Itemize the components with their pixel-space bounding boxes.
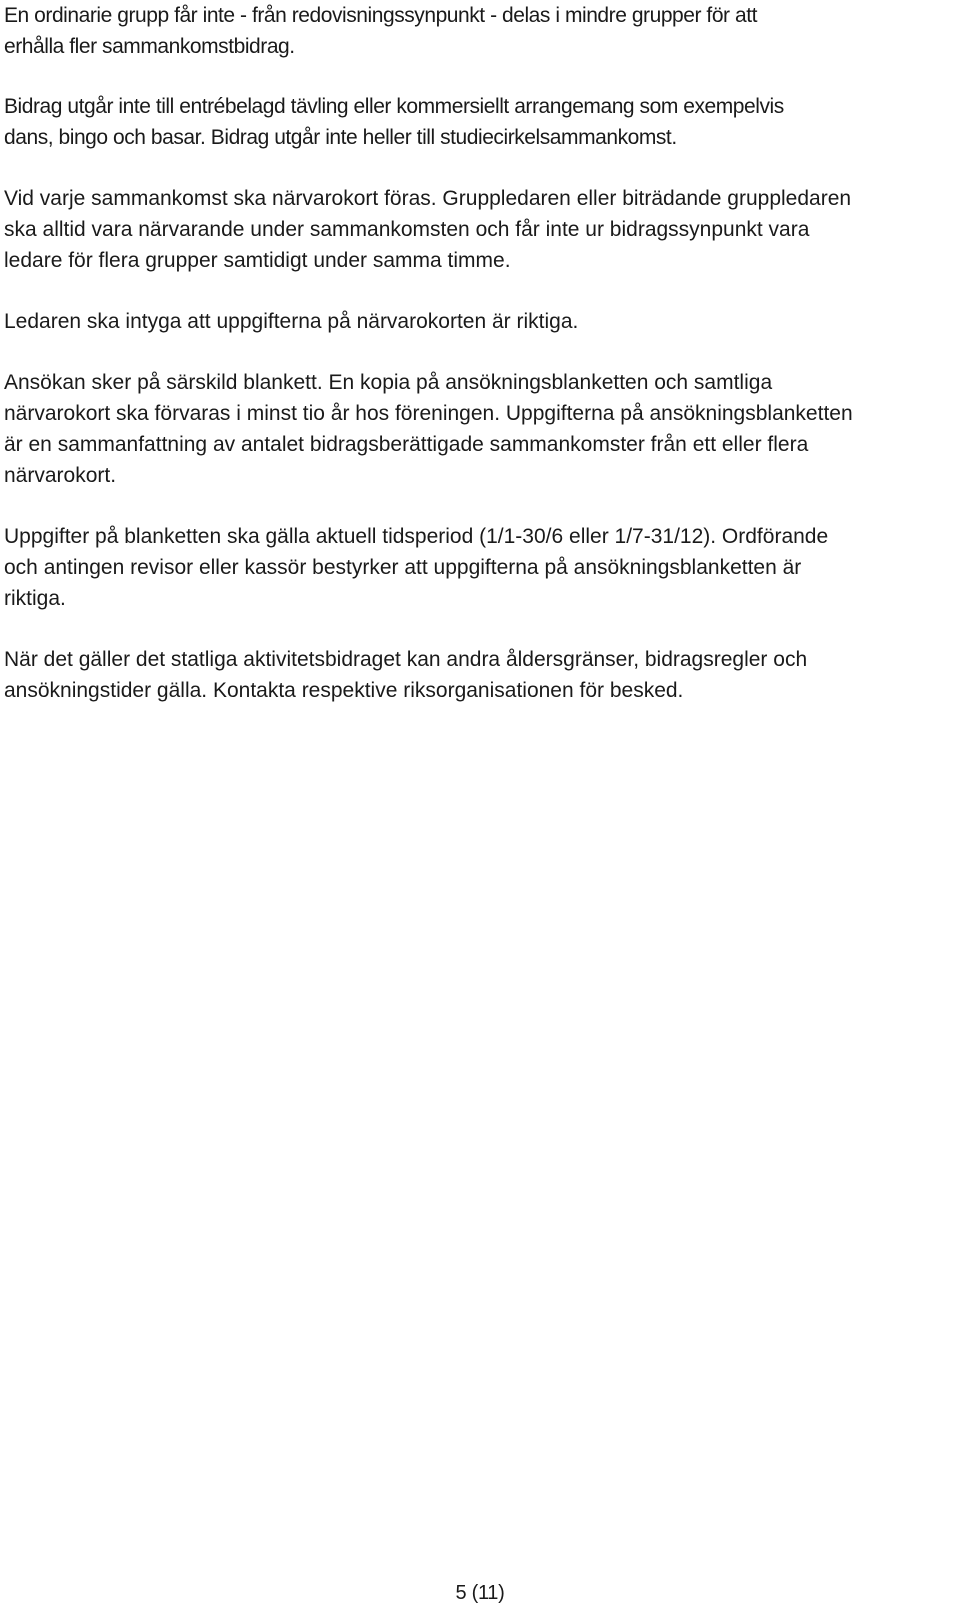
paragraph-line: närvarokort ska förvaras i minst tio år hos föreningen. Uppgifterna på ansökningsblanketten (4, 402, 853, 425)
paragraph-line: En ordinarie grupp får inte - från redovisningssynpunkt - delas i mindre grupper för att (4, 4, 757, 27)
paragraph-spacer (4, 153, 944, 183)
paragraph-spacer (4, 62, 944, 91)
paragraph-line: ska alltid vara närvarande under sammankomsten och får inte ur bidragssynpunkt vara (4, 218, 810, 241)
paragraph-line: Ledaren ska intyga att uppgifterna på närvarokorten är riktiga. (4, 310, 579, 333)
paragraph-line: är en sammanfattning av antalet bidragsberättigade sammankomster från ett eller flera (4, 433, 809, 456)
document-body (4, 0, 944, 706)
paragraph-line: närvarokort. (4, 464, 117, 487)
paragraph-spacer (4, 276, 944, 306)
paragraph-excluded-events (4, 91, 944, 153)
paragraph-time-period (4, 521, 944, 614)
paragraph-attendance-card (4, 183, 944, 276)
paragraph-line: Vid varje sammankomst ska närvarokort föras. Gruppledaren eller biträdande gruppledaren (4, 187, 852, 210)
paragraph-line: riktiga. (4, 587, 66, 610)
paragraph-state-grant (4, 644, 944, 706)
paragraph-line: erhålla fler sammankomstbidrag. (4, 35, 295, 58)
paragraph-line: När det gäller det statliga aktivitetsbidraget kan andra åldersgränser, bidragsregler och (4, 648, 808, 671)
paragraph-line: och antingen revisor eller kassör bestyrker att uppgifterna på ansökningsblanketten är (4, 556, 802, 579)
paragraph-line: Bidrag utgår inte till entrébelagd tävling eller kommersiellt arrangemang som exempelvis (4, 95, 784, 118)
paragraph-spacer (4, 491, 944, 521)
paragraph-line: Uppgifter på blanketten ska gälla aktuell tidsperiod (1/1-30/6 eller 1/7-31/12). Ordförande (4, 525, 829, 548)
paragraph-line: dans, bingo och basar. Bidrag utgår inte heller till studiecirkelsammankomst. (4, 126, 677, 149)
paragraph-line: ledare för flera grupper samtidigt under samma timme. (4, 249, 511, 272)
paragraph-application-form (4, 367, 944, 491)
paragraph-leader-certify (4, 306, 944, 337)
paragraph-spacer (4, 337, 944, 367)
paragraph-line: Ansökan sker på särskild blankett. En kopia på ansökningsblanketten och samtliga (4, 371, 773, 394)
paragraph-spacer (4, 614, 944, 644)
paragraph-group-division (4, 0, 944, 62)
paragraph-line: ansökningstider gälla. Kontakta respektive riksorganisationen för besked. (4, 679, 684, 702)
page-number: 5 (11) (455, 1582, 505, 1604)
